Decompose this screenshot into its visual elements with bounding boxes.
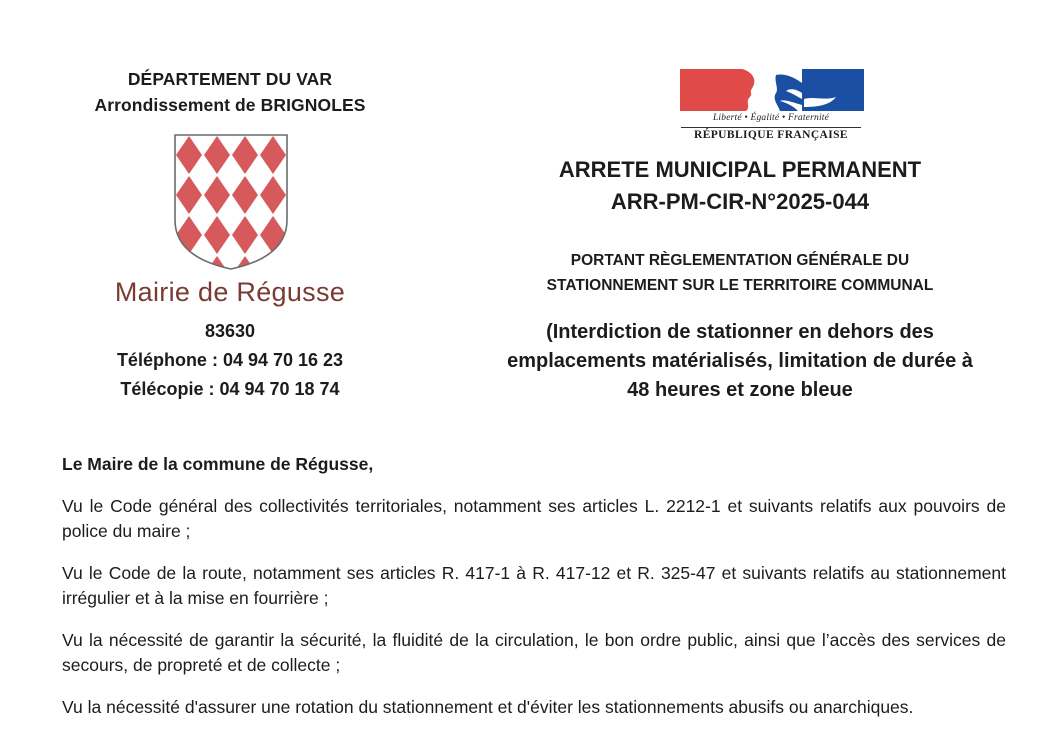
vu-paragraph-cgct: Vu le Code général des collectivités territoriales, notamment ses articles L. 2212-1 et suivants relatifs aux pouvoirs de police du maire ; [62, 496, 1006, 541]
arrete-body [62, 452, 1006, 737]
arrete-header [470, 154, 1010, 405]
department-name: DÉPARTEMENT DU VAR [127, 69, 333, 89]
vu-paragraph-rotation: Vu la nécessité d'assurer une rotation du stationnement et d'éviter les stationnements abusifs ou anarchiques. [62, 697, 914, 717]
arrete-subject [470, 248, 1010, 298]
marianne-logo [677, 69, 865, 144]
republique-francaise: RÉPUBLIQUE FRANÇAISE [693, 129, 848, 141]
telecopie-number: Télécopie : 04 94 70 18 74 [120, 379, 340, 399]
scope-line-1: (Interdiction de stationner en dehors des [546, 321, 934, 343]
subject-line-1: PORTANT RÈGLEMENTATION GÉNÉRALE DU [570, 252, 910, 269]
maire-line: Le Maire de la commune de Régusse, [62, 454, 374, 474]
motto-text: Liberté • Égalité • Fraternité [712, 113, 830, 123]
vu-paragraph-securite: Vu la nécessité de garantir la sécurité, la fluidité de la circulation, le bon ordre public, ainsi que l’accès des services de secours, de propreté et de collecte ; [62, 630, 1006, 675]
vu-paragraph-code-route: Vu le Code de la route, notamment ses articles R. 417-1 à R. 417-12 et R. 325-47 et suivants relatifs au stationnement irrégulier et à la mise en fourrière ; [62, 563, 1006, 608]
arrondissement-name: Arrondissement de BRIGNOLES [94, 95, 366, 115]
telephone-number: Téléphone : 04 94 70 16 23 [116, 350, 344, 370]
arrete-scope [470, 318, 1010, 405]
postal-code: 83630 [204, 321, 256, 341]
mairie-header [40, 66, 420, 399]
scope-line-2: emplacements matérialisés, limitation de durée à [507, 350, 973, 372]
motto-divider [681, 127, 861, 128]
mairie-name: Mairie de Régusse [114, 277, 346, 307]
marianne-flag-icon [680, 69, 864, 111]
contact-block [40, 317, 420, 404]
subject-line-2: STATIONNEMENT SUR LE TERRITOIRE COMMUNAL [546, 277, 934, 294]
arrete-type: ARRETE MUNICIPAL PERMANENT [558, 157, 922, 182]
arrete-number: ARR-PM-CIR-N°2025-044 [610, 189, 870, 214]
coat-of-arms-logo [172, 132, 290, 272]
scope-line-3: 48 heures et zone bleue [627, 379, 853, 401]
